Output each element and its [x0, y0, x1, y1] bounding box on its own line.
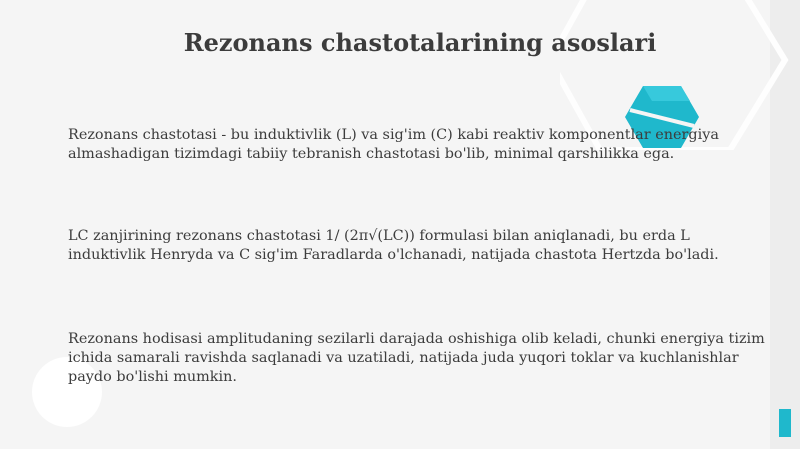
paragraph-formula: LC zanjirining rezonans chastotasi 1/ (2π√(LC)) formulasi bilan aniqlanadi, bu erda L induktivlik Henryda va C sig'im Faradlarda o'lchanadi, natijada chastota Hertzda bo'ladi. — [68, 228, 719, 263]
paragraph-definition: Rezonans chastotasi - bu induktivlik (L) va sig'im (C) kabi reaktiv komponentlar energiya almashadigan tizimdagi tabiiy tebranish chastotasi bo'lib, minimal qarshilikka ega. — [68, 127, 719, 162]
accent-bar — [779, 409, 791, 437]
paragraph-resonance-effect: Rezonans hodisasi amplitudaning sezilarli darajada oshishiga olib keladi, chunki energiya tizim ichida samarali ravishda saqlanadi va uzatiladi, natijada juda yuqori toklar va kuchlanishlar paydo bo'lishi mumkin. — [68, 331, 765, 385]
slide-title: Rezonans chastotalarining asoslari — [183, 28, 657, 57]
